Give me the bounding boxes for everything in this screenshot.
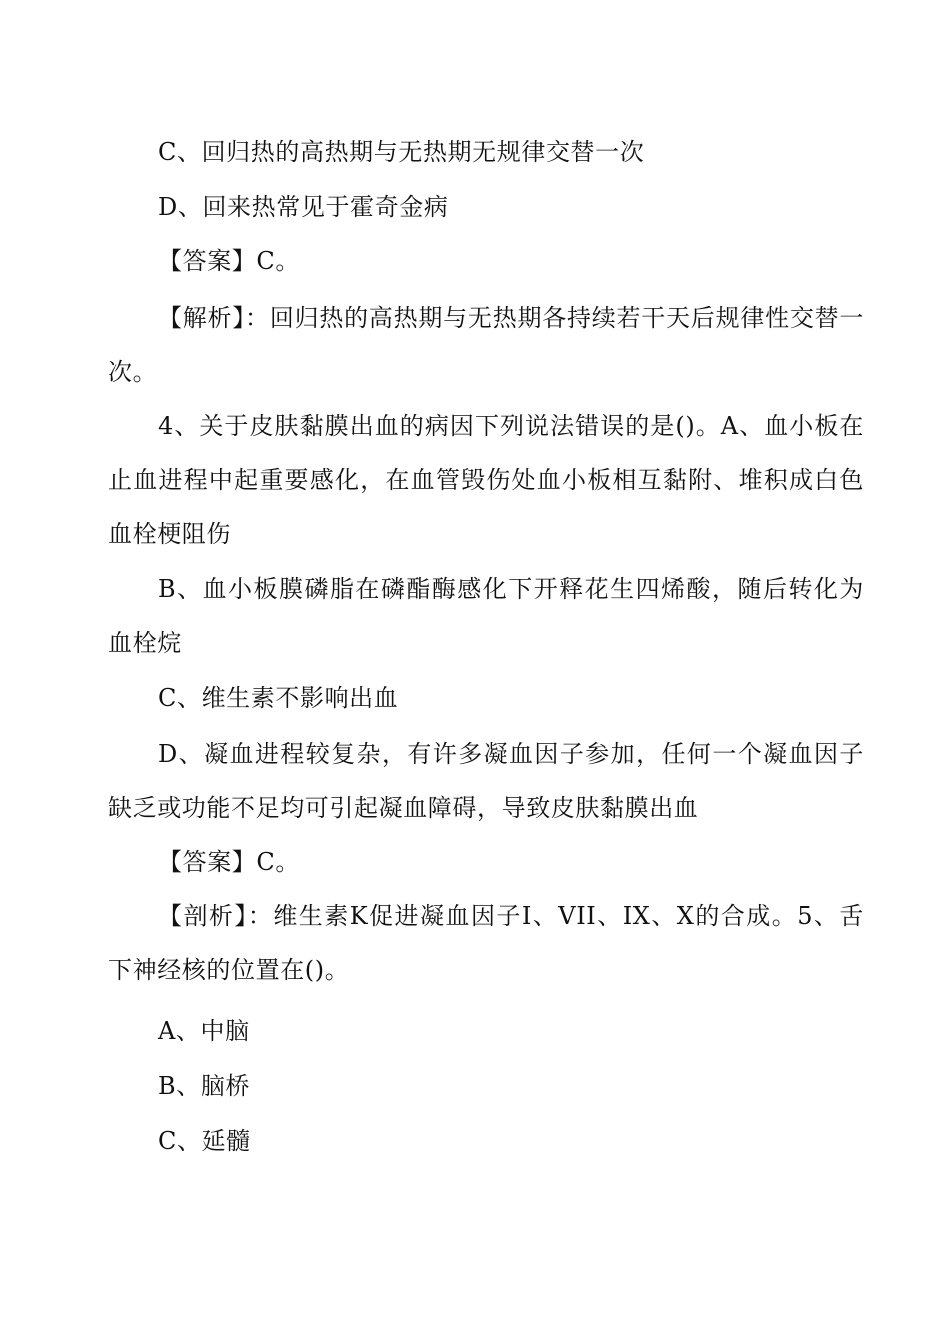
answer-3: 【答案】C。 (158, 247, 300, 275)
question-5-option-a: A、中脑 (158, 1017, 250, 1045)
analysis-4-and-question-5: 【剖析】：维生素K促进凝血因子I、VII、IX、X的合成。5、舌下神经核的位置在()。 (108, 902, 864, 984)
question-4-option-d: D、凝血进程较复杂，有许多凝血因子参加，任何一个凝血因子缺乏或功能不足均可引起凝血障碍，导致皮肤黏膜出血 (108, 740, 864, 822)
question-5-option-c: C、延髓 (158, 1127, 251, 1155)
option-c-relapsing-fever: C、回归热的高热期与无热期无规律交替一次 (158, 138, 645, 166)
option-d-relapsing-fever: D、回来热常见于霍奇金病 (158, 193, 449, 221)
question-4-option-b: B、血小板膜磷脂在磷酯酶感化下开释花生四烯酸，随后转化为血栓烷 (108, 575, 864, 657)
question-4-with-option-a: 4、关于皮肤黏膜出血的病因下列说法错误的是()。A、血小板在止血进程中起重要感化，在血管毁伤处血小板相互黏附、堆积成白色血栓梗阻伤 (108, 412, 864, 548)
explanation-3: 【解析】：回归热的高热期与无热期各持续若干天后规律性交替一次。 (108, 304, 864, 386)
question-4-option-c: C、维生素不影响出血 (158, 684, 399, 712)
answer-4: 【答案】C。 (158, 848, 300, 876)
question-5-option-b: B、脑桥 (158, 1072, 251, 1100)
